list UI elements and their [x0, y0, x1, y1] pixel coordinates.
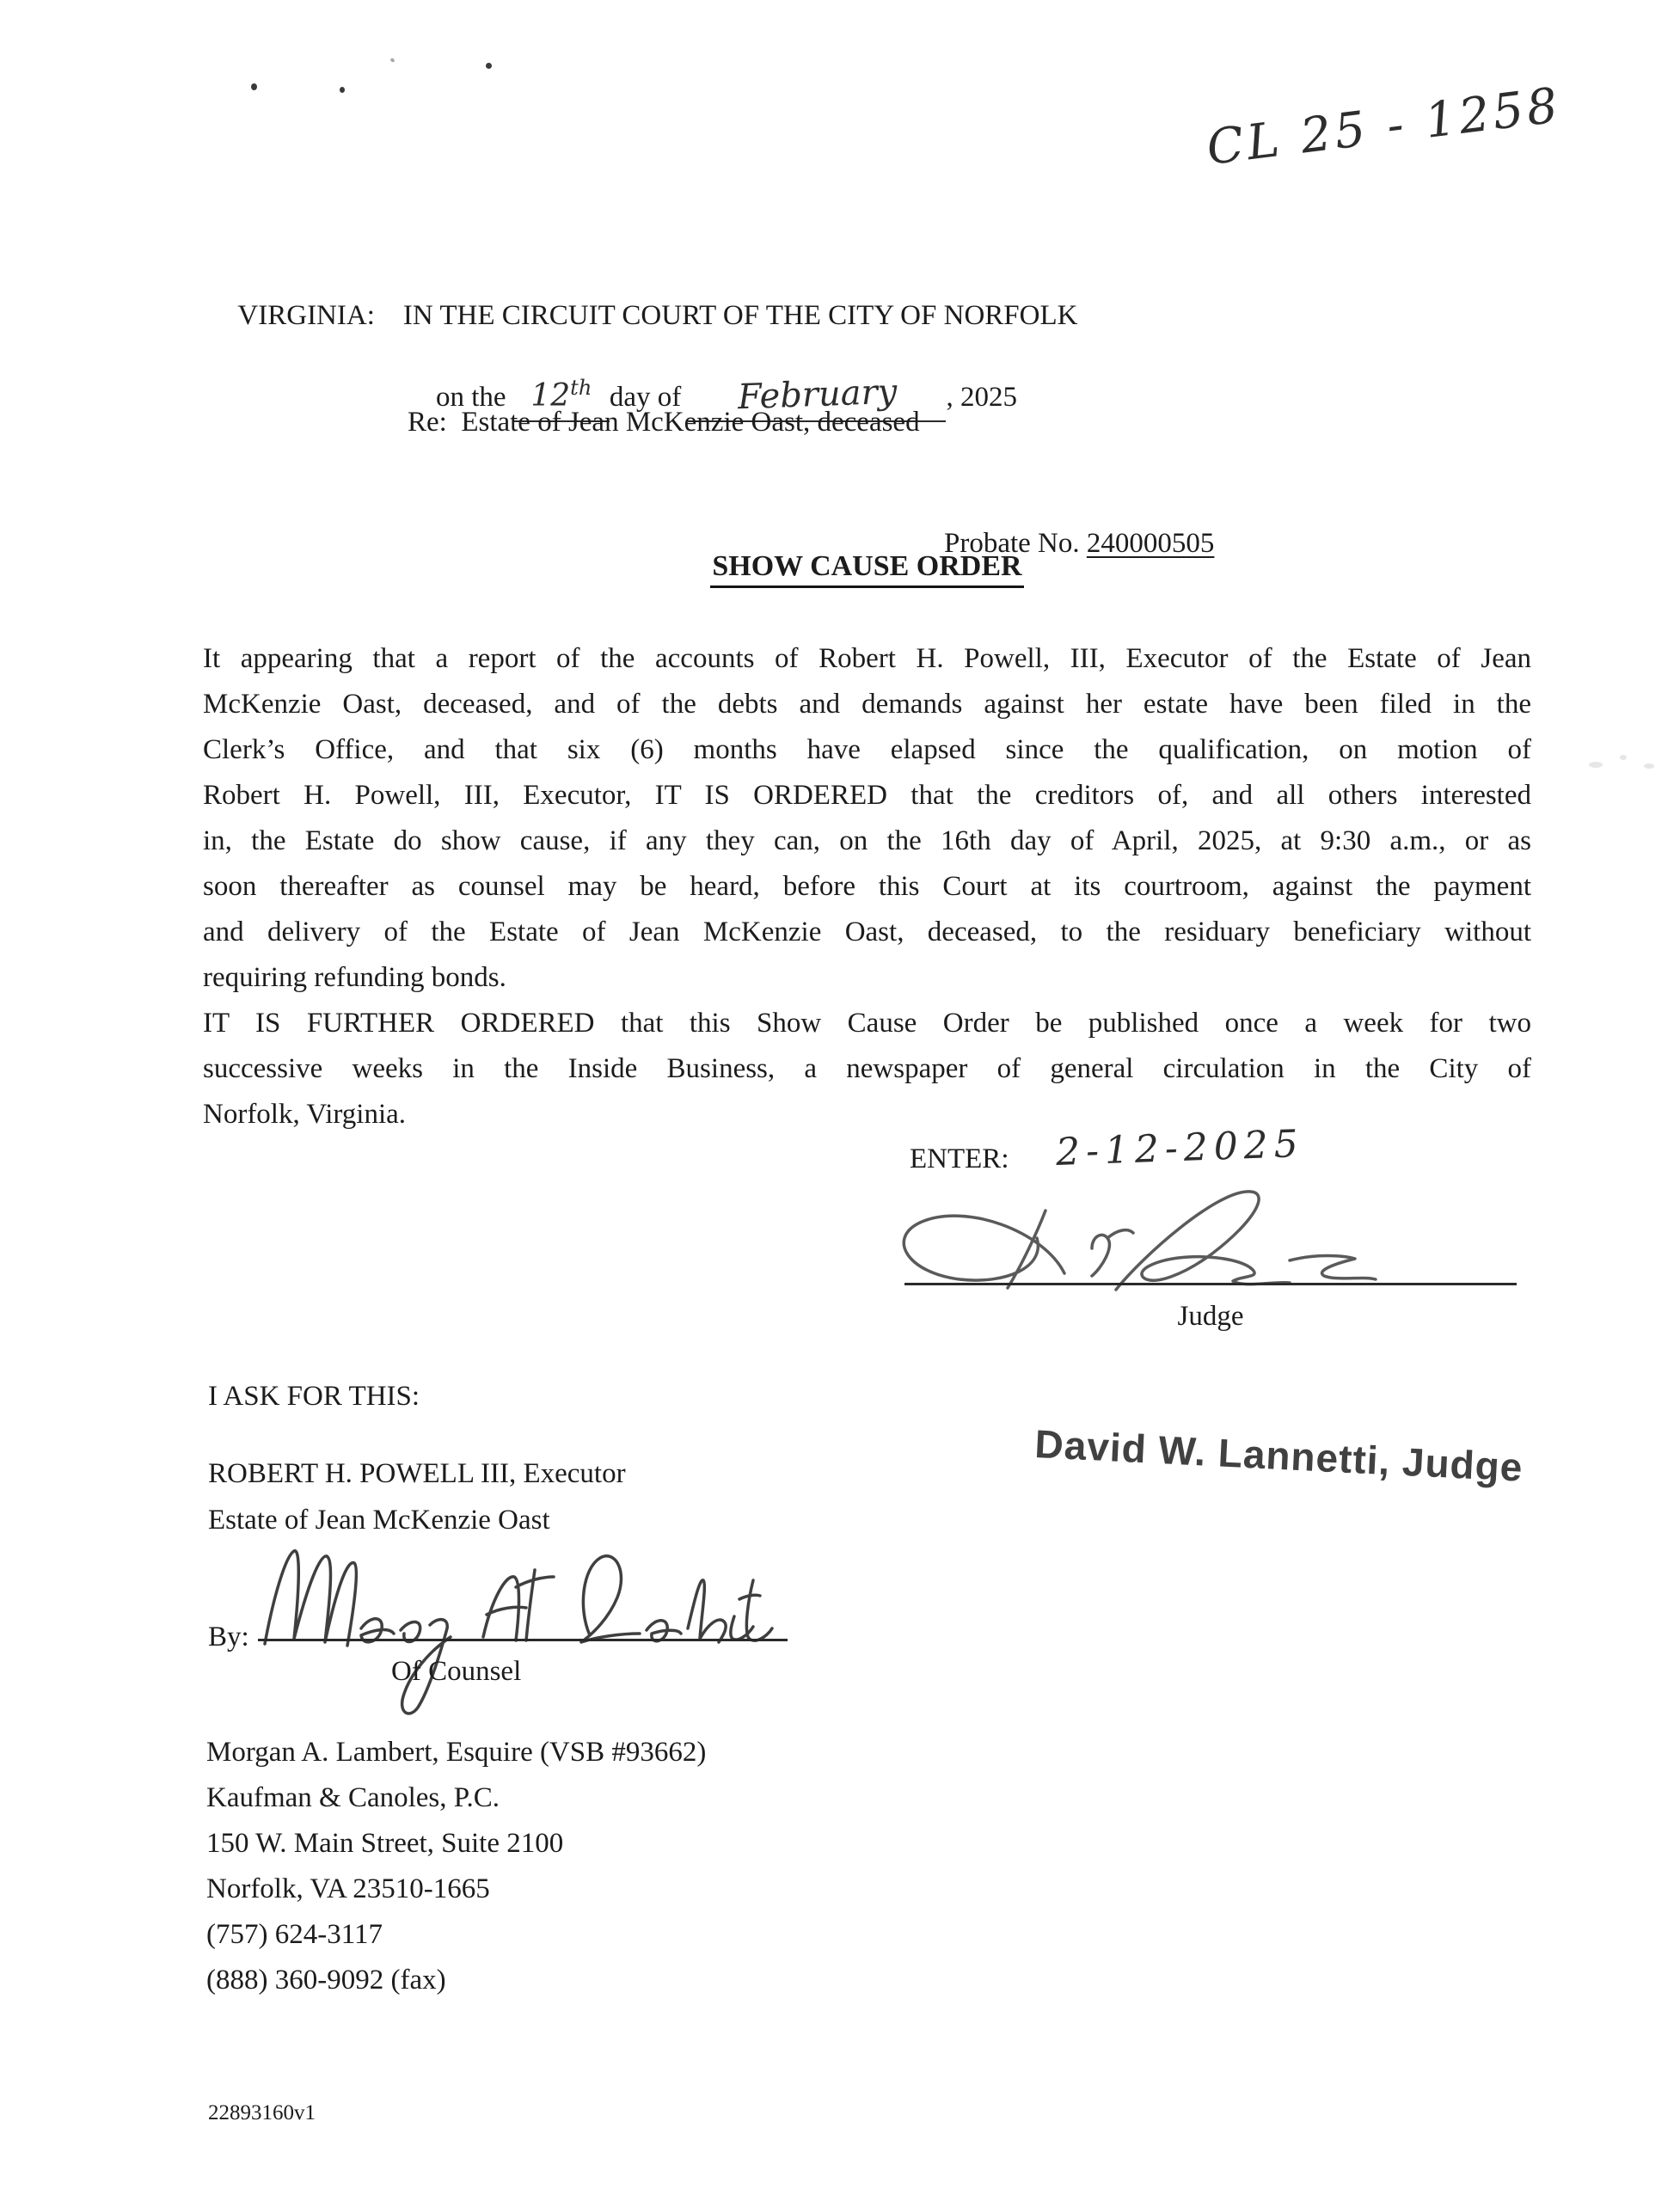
- attorney-name-line: Morgan A. Lambert, Esquire (VSB #93662): [206, 1737, 707, 1768]
- order-date-line: [408, 320, 1017, 468]
- attorney-phone-line: (757) 624-3117: [206, 1919, 383, 1950]
- scan-speck: [389, 58, 395, 63]
- scan-speck: [340, 87, 345, 93]
- probate-line: [916, 475, 1214, 612]
- body-line: Robert H. Powell, III, Executor, IT IS ORDERED that the creditors of, and all others interested: [203, 780, 1531, 811]
- scan-smudge: [1589, 762, 1603, 768]
- body-line: Clerk’s Office, and that six (6) months have elapsed since the qualification, on motion of: [203, 734, 1531, 765]
- attorney-firm-line: Kaufman & Canoles, P.C.: [206, 1782, 500, 1813]
- probate-number: 240000505: [1086, 528, 1215, 559]
- document-title: SHOW CAUSE ORDER: [710, 550, 1023, 588]
- re-line: Re: Estate of Jean McKenzie Oast, deceased: [408, 407, 920, 438]
- handwritten-month: February: [737, 371, 898, 418]
- judge-name-stamp: David W. Lannetti, Judge: [1033, 1420, 1524, 1490]
- body-line: requiring refunding bonds.: [203, 962, 506, 993]
- judge-signature: [886, 1185, 1384, 1305]
- counsel-signature-line: [258, 1639, 788, 1641]
- date-middle: day of: [609, 382, 682, 413]
- estate-line: Estate of Jean McKenzie Oast: [208, 1505, 550, 1536]
- body-line: in, the Estate do show cause, if any they can, on the 16th day of April, 2025, at 9:30 a.m., or as: [203, 825, 1531, 856]
- scan-speck: [486, 63, 492, 69]
- by-label: By:: [208, 1622, 249, 1652]
- handwritten-day: 12th: [530, 376, 592, 414]
- judge-signature-line: [904, 1283, 1517, 1285]
- scan-smudge: [1620, 755, 1627, 760]
- i-ask-line: I ASK FOR THIS:: [208, 1381, 420, 1412]
- date-prefix: on the: [436, 382, 506, 413]
- executor-line: ROBERT H. POWELL III, Executor: [208, 1458, 626, 1489]
- court-name: IN THE CIRCUIT COURT OF THE CITY OF NORFOLK: [402, 300, 1078, 331]
- probate-label: Probate No.: [944, 528, 1087, 559]
- handwritten-enter-date: 2-12-2025: [1055, 1121, 1305, 1175]
- scan-speck: [251, 83, 257, 90]
- date-suffix: , 2025: [946, 382, 1017, 413]
- caption-gap: [375, 300, 403, 331]
- footer-document-id: 22893160v1: [208, 2101, 316, 2124]
- body-line: It appearing that a report of the accounts of Robert H. Powell, III, Executor of the Estate of Jean: [203, 643, 1531, 674]
- body-line: and delivery of the Estate of Jean McKenzie Oast, deceased, to the residuary beneficiary without: [203, 917, 1531, 947]
- enter-label: ENTER:: [910, 1143, 1009, 1174]
- handwritten-case-number: CL 25 - 1258: [1204, 77, 1565, 176]
- document-title-row: [203, 550, 1531, 588]
- attorney-street-line: 150 W. Main Street, Suite 2100: [206, 1828, 564, 1859]
- judge-label: Judge: [1177, 1301, 1244, 1332]
- scan-smudge: [1644, 763, 1654, 769]
- body-line: Norfolk, Virginia.: [203, 1099, 407, 1130]
- body-line: IT IS FURTHER ORDERED that this Show Cause Order be published once a week for two: [203, 1008, 1531, 1039]
- state-label: VIRGINIA:: [237, 300, 375, 331]
- body-line: McKenzie Oast, deceased, and of the debts and demands against her estate have been filed in the: [203, 689, 1531, 720]
- handwritten-day-suffix: th: [570, 376, 592, 400]
- attorney-city-line: Norfolk, VA 23510-1665: [206, 1873, 490, 1904]
- of-counsel-label: Of Counsel: [391, 1656, 522, 1687]
- body-line: soon thereafter as counsel may be heard, before this Court at its courtroom, against the payment: [203, 871, 1531, 902]
- attorney-fax-line: (888) 360-9092 (fax): [206, 1965, 446, 1996]
- body-line: successive weeks in the Inside Business, a newspaper of general circulation in the City of: [203, 1053, 1531, 1084]
